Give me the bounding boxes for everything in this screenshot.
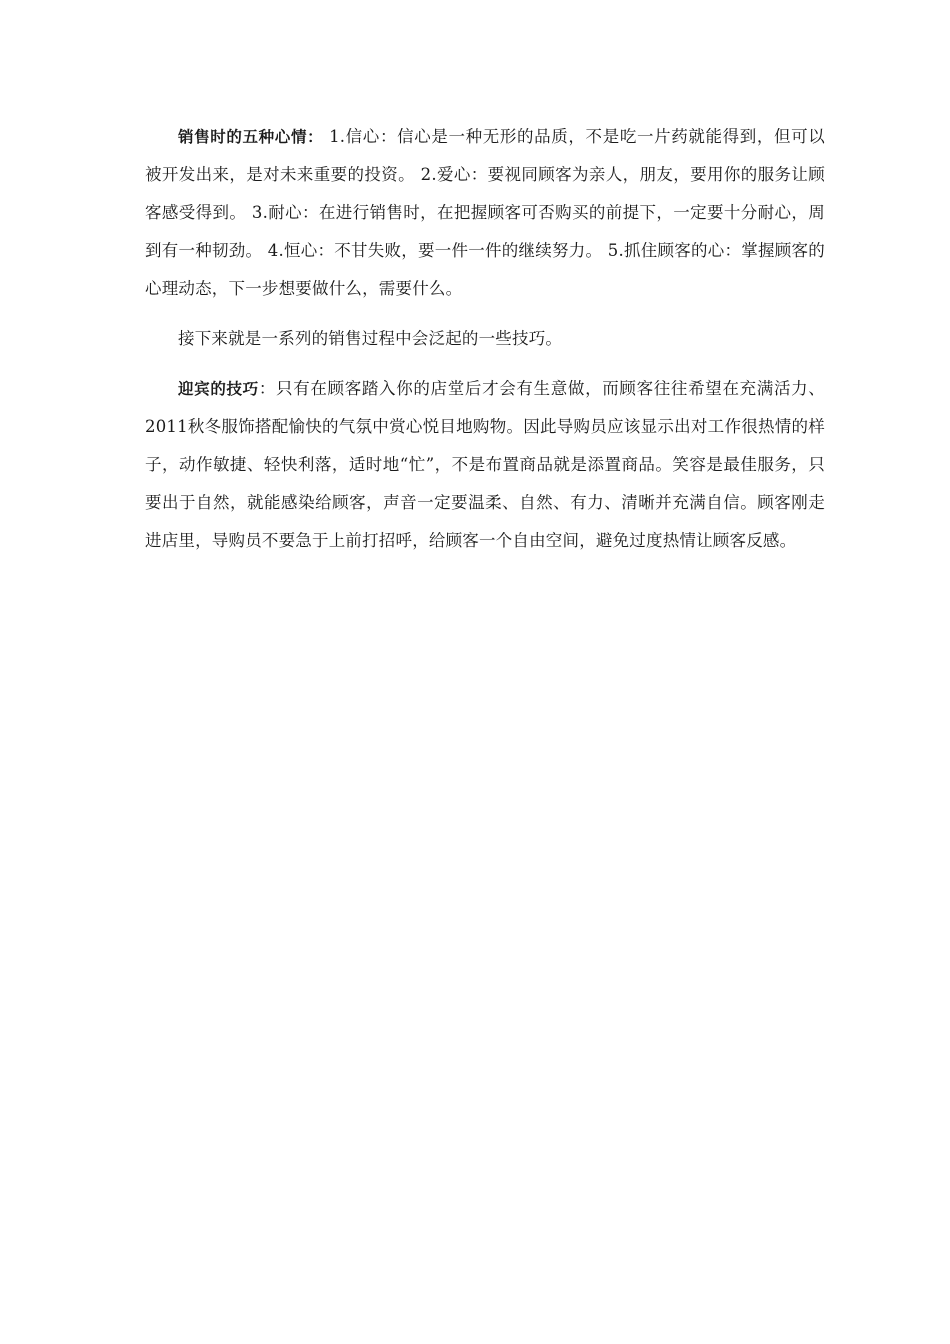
paragraph-text-intro-skills: 接下来就是一系列的销售过程中会泛起的一些技巧。 [178,329,563,348]
paragraph-text-welcome-skills: ：只有在顾客踏入你的店堂后才会有生意做，而顾客往往希望在充满活力、2011秋冬服饰搭配愉快的气氛中赏心悦目地购物。因此导购员应该显示出对工作很热情的样子，动作敏捷、轻快利落，适时地“忙”，不是布置商品就是添置商品。笑容是最佳服务，只要出于自然，就能感染给顾客，声音一定要温柔、自然、有力、清晰并充满自信。顾客刚走进店里，导购员不要急于上前打招呼，给顾客一个自由空间，避免过度热情让顾客反感。 [145,379,825,550]
paragraph-text-five-moods: 1.信心：信心是一种无形的品质，不是吃一片药就能得到，但可以被开发出来，是对未来重要的投资。 2.爱心：要视同顾客为亲人，朋友，要用你的服务让顾客感受得到。 3.耐心：在进行销售时，在把握顾客可否购买的前提下，一定要十分耐心，周到有一种韧劲。 4.恒心：不甘失败，要一件一件的继续努力。 5.抓住顾客的心：掌握顾客的心理动态，下一步想要做什么，需要什么。 [145,127,825,298]
paragraph-heading-welcome-skills: 迎宾的技巧 [178,380,259,398]
paragraph-intro-skills [145,320,825,358]
paragraph-five-moods [145,118,825,308]
paragraph-heading-five-moods: 销售时的五种心情： [178,128,324,146]
paragraph-welcome-skills [145,370,825,560]
document-page [145,118,825,560]
